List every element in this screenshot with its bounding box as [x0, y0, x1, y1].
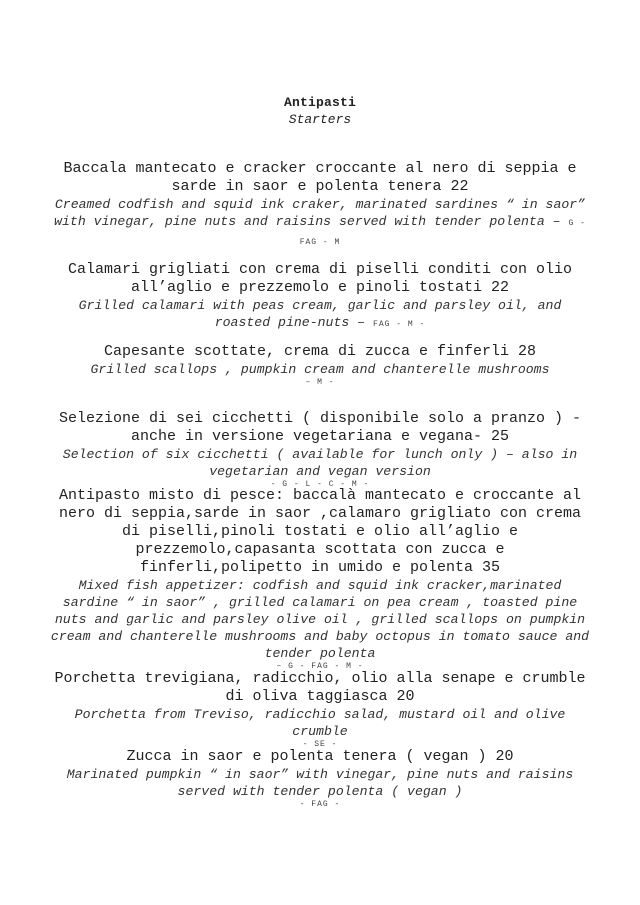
- item-desc-en: Marinated pumpkin “ in saor” with vinegar, pine nuts and raisins served with tender polenta ( vegan ): [66, 767, 574, 799]
- item-desc-en: Porchetta from Treviso, radicchio salad, mustard oil and olive crumble: [74, 707, 566, 739]
- allergen-codes: - SE -: [302, 740, 338, 749]
- menu-item: [50, 410, 590, 489]
- item-desc-en: Mixed fish appetizer: codfish and squid ink cracker,marinated sardine “ in saor” , grilled calamari on pea cream , toasted pine nuts and garlic and parsley olive oil , grilled scallops on pumpkin cream and chanterelle mushrooms and baby octopus in tomato sauce and tender polenta: [50, 578, 590, 661]
- item-name-it: Zucca in saor e polenta tenera ( vegan ) 20: [126, 748, 514, 765]
- section-title: Antipasti: [283, 95, 356, 110]
- menu-item: [50, 343, 590, 387]
- allergen-codes: – G - FAG - M -: [276, 662, 364, 671]
- item-desc-en: [50, 297, 590, 333]
- menu-item: [50, 160, 590, 251]
- item-name-it: Antipasto misto di pesce: baccalà mantecato e croccante al nero di seppia,sarde in saor ,calamaro grigliato con crema di piselli,pinoli tostati e olio all’aglio e prezzemolo,capasanta scottata con zucca e finferli,polipetto in umido e polenta 35: [58, 487, 582, 576]
- allergen-codes: FAG - M -: [373, 320, 426, 329]
- section-subtitle: Starters: [288, 112, 352, 127]
- item-name-it: Calamari grigliati con crema di piselli conditi con olio all’aglio e prezzemolo e pinoli tostati 22: [67, 261, 573, 296]
- menu-item: [50, 670, 590, 749]
- item-name-it: Baccala mantecato e cracker croccante al nero di seppia e sarde in saor e polenta tenera 22: [63, 160, 577, 195]
- item-desc-en-text: Creamed codfish and squid ink craker, marinated sardines “ in saor” with vinegar, pine nuts and raisins served with tender polenta –: [54, 197, 586, 229]
- allergen-codes: - FAG -: [299, 800, 341, 809]
- menu-item: [50, 748, 590, 809]
- item-name-it: Porchetta trevigiana, radicchio, olio alla senape e crumble di oliva taggiasca 20: [54, 670, 586, 705]
- allergen-codes: - G - L - C - M -: [270, 480, 370, 489]
- menu-item: [50, 261, 590, 333]
- item-desc-en: Selection of six cicchetti ( available for lunch only ) – also in vegetarian and vegan version: [62, 447, 578, 479]
- allergen-codes: G - FAG - M: [299, 219, 586, 247]
- item-desc-en: Grilled scallops , pumpkin cream and chanterelle mushrooms: [90, 362, 550, 377]
- menu-item: [50, 487, 590, 671]
- allergen-codes: – M -: [305, 378, 335, 387]
- item-name-it: Selezione di sei cicchetti ( disponibile solo a pranzo ) - anche in versione vegetariana e vegana- 25: [58, 410, 582, 445]
- item-name-it: Capesante scottate, crema di zucca e finferli 28: [103, 343, 537, 360]
- item-desc-en-text: Grilled calamari with peas cream, garlic and parsley oil, and roasted pine-nuts –: [78, 298, 562, 330]
- item-desc-en: [50, 196, 590, 251]
